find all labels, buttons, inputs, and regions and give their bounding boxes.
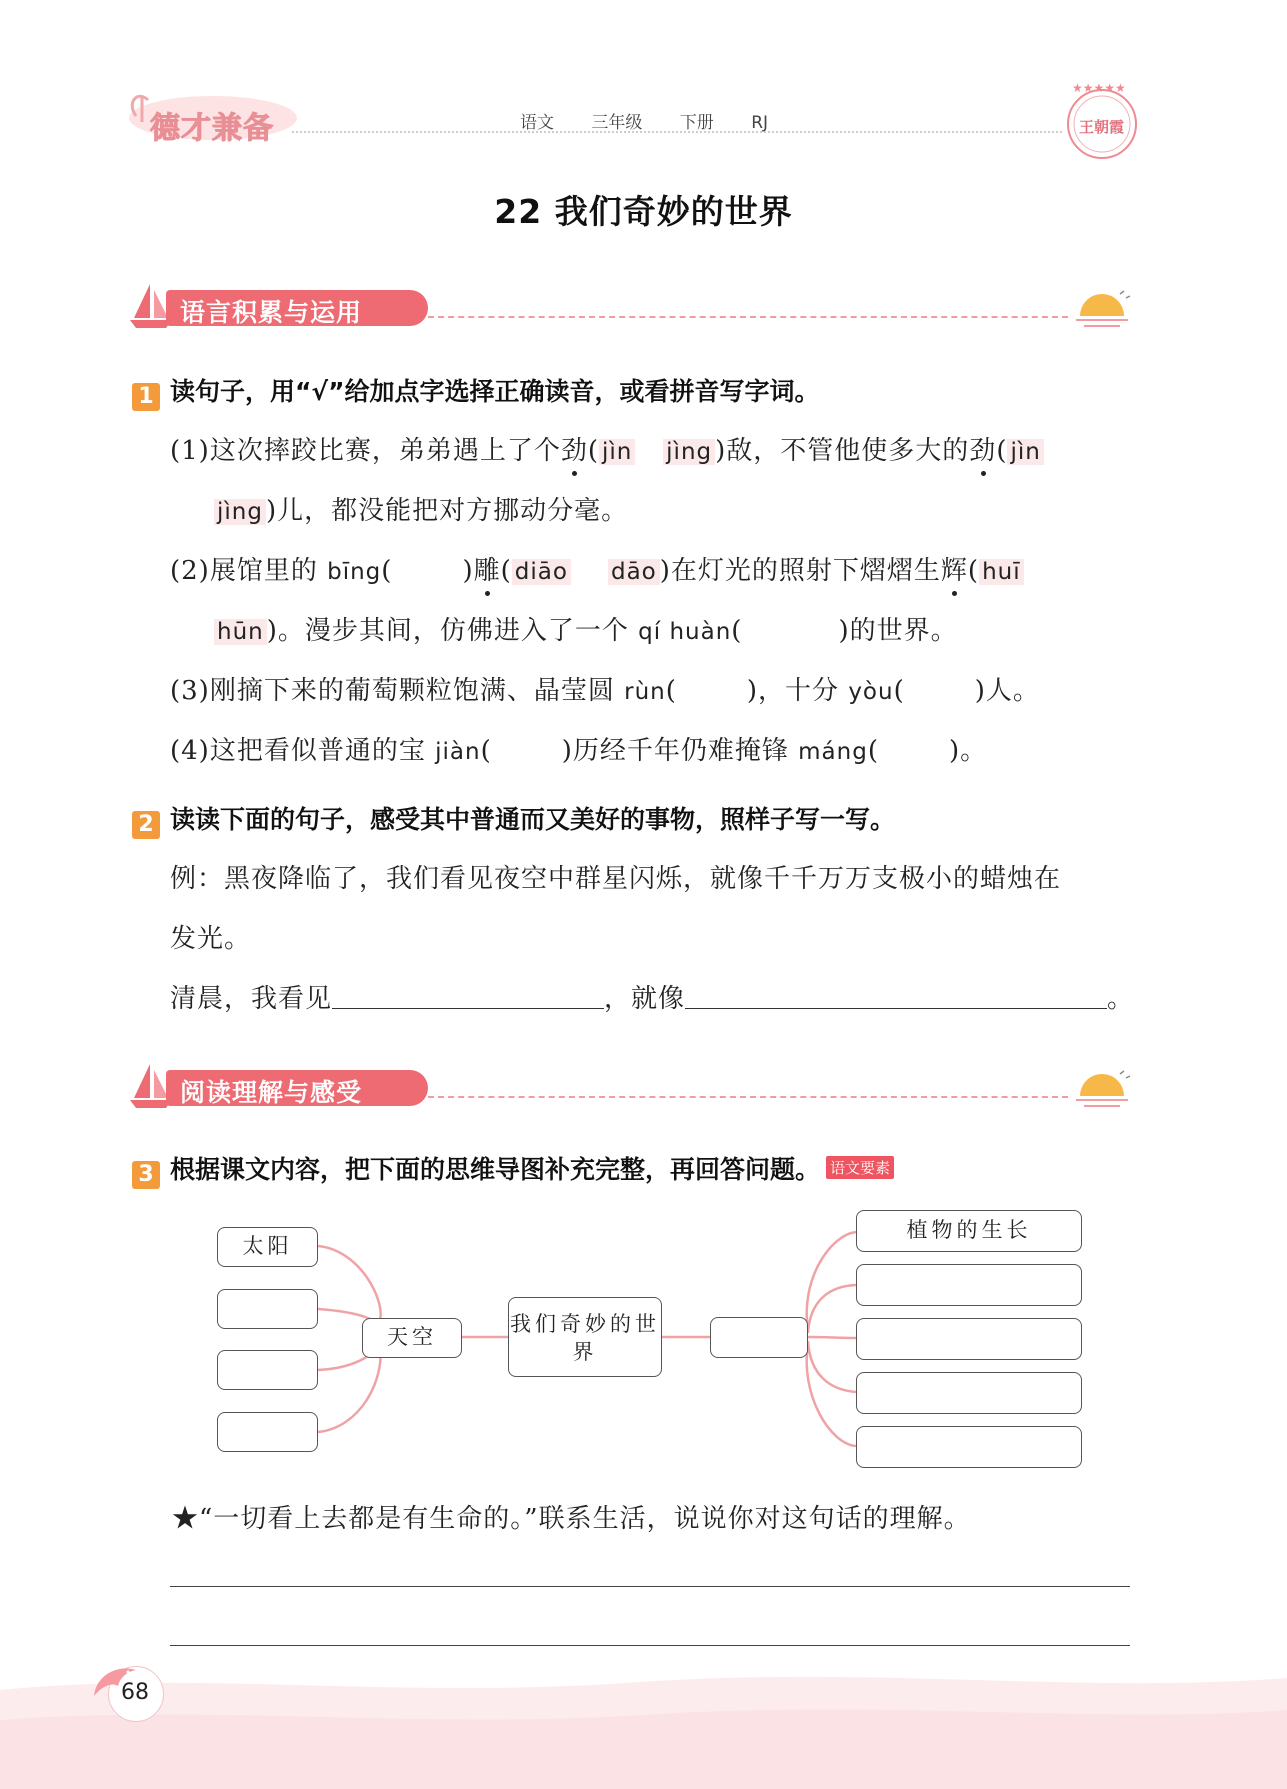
text-segment: (3)刚摘下来的葡萄颗粒饱满、晶莹圆 [170,676,615,706]
text-segment: )历经千年仍难掩锋 [561,736,789,766]
pinyin-word: bīng [327,559,382,585]
question-3-heading [132,1150,894,1189]
text-segment: )在灯光的照射下熠熠生 [659,556,941,586]
section-dash-line [428,1096,1068,1098]
header-edition: RJ [751,113,769,133]
pinyin-option[interactable]: jìn [599,439,635,465]
q1-sentence-1 [170,430,1044,467]
q2-fill-line [170,978,1134,1015]
text-segment: )人。 [974,676,1040,706]
section-title: 阅读理解与感受 [180,1078,363,1107]
section-title: 语言积累与运用 [180,298,363,327]
answer-underline[interactable] [332,987,604,1009]
section-header-reading [128,1064,1128,1110]
dotted-char: 劲 [969,436,997,466]
text-segment: )的世界。 [838,616,958,646]
q1-sentence-1-cont [214,490,628,527]
svg-text:★★★★★: ★★★★★ [1072,81,1126,95]
mindmap-branch-sky: 天空 [362,1318,462,1358]
text-segment: ( [587,436,600,466]
text-segment: 。 [1107,984,1135,1014]
q2-example-line-2: 发光。 [170,924,252,954]
mindmap-leaf-left-1: 太阳 [217,1227,318,1267]
pinyin-option[interactable]: jìng [214,499,266,525]
text-segment: )。 [948,736,988,766]
page-number: 68 [121,1680,149,1705]
key-element-tag: 语文要素 [826,1156,894,1179]
mindmap-blank-left-3[interactable] [217,1350,318,1390]
header-grade: 三年级 [591,113,643,133]
dotted-char: 辉 [940,556,968,586]
mindmap-blank-right-5[interactable] [856,1426,1082,1468]
header-subject: 语文 [520,113,554,133]
q1-sentence-3: (3)刚摘下来的葡萄颗粒饱满、晶莹圆 rùn( )，十分 yòu( )人。 [170,676,1040,706]
pinyin-word: máng [798,739,868,765]
pinyin-word: yòu [848,679,894,705]
sunset-icon [1072,286,1134,332]
answer-line-1[interactable] [170,1586,1130,1587]
text-segment: (2)展馆里的 [170,556,318,586]
pinyin-word: rùn [624,679,666,705]
mindmap-blank-right-2[interactable] [856,1264,1082,1306]
pinyin-option[interactable]: diāo [512,559,571,585]
q1-sentence-2: (2)展馆里的 bīng( )雕( diāo dāo )在灯光的照射下熠熠生辉( huī [170,550,1024,587]
question-2-prompt: 读读下面的句子，感受其中普通而又美好的事物，照样子写一写。 [170,805,896,834]
text-segment: )儿，都没能把对方挪动分毫。 [265,496,629,526]
section-dash-line [428,316,1068,318]
question-number-badge: 3 [132,1161,160,1189]
text-segment: (1)这次摔跤比赛，弟弟遇上了个 [170,436,561,466]
pinyin-word: qí huàn [638,619,732,645]
logo-text: 德才兼备 [150,111,274,146]
seal-text: 王朝霞 [1079,118,1125,136]
text-segment: )。漫步其间，仿佛进入了一个 [266,616,629,646]
text-segment: ，就像 [604,984,686,1014]
section-header-language [128,284,1128,330]
sunset-icon [1072,1066,1134,1112]
q1-sentence-2-cont: hūn )。漫步其间，仿佛进入了一个 qí huàn( )的世界。 [214,610,958,647]
text-segment: )敌，不管他使多大的 [715,436,970,466]
text-segment: ( [996,436,1008,466]
question-number-badge: 2 [132,811,160,839]
mindmap-blank-left-2[interactable] [217,1289,318,1329]
pinyin-option[interactable]: jìng [663,439,715,465]
answer-line-2[interactable] [170,1645,1130,1646]
question-number-badge: 1 [132,383,160,411]
question-1-prompt: 读句子，用“√”给加点字选择正确读音，或看拼音写字词。 [170,377,820,406]
text-segment: (4)这把看似普通的宝 [170,736,426,766]
pinyin-option[interactable]: hūn [214,619,267,645]
text-segment: ) [462,556,474,586]
mindmap-blank-right-3[interactable] [856,1318,1082,1360]
header-volume: 下册 [679,113,714,133]
star-question: ★“一切看上去都是有生命的。”联系生活，说说你对这句话的理解。 [172,1504,971,1534]
question-3-prompt: 根据课文内容，把下面的思维导图补充完整，再回答问题。 [170,1155,821,1184]
question-2-heading [132,800,895,839]
pinyin-word: jiàn [435,739,481,765]
mindmap-blank-right-branch[interactable] [710,1317,808,1358]
q1-sentence-4: (4)这把看似普通的宝 jiàn( )历经千年仍难掩锋 máng( )。 [170,736,988,766]
mindmap-blank-right-4[interactable] [856,1372,1082,1414]
pinyin-option[interactable]: huī [979,559,1024,585]
pinyin-option[interactable]: jìn [1007,439,1043,465]
pinyin-option[interactable]: dāo [608,559,660,585]
mindmap-blank-left-4[interactable] [217,1412,318,1452]
mindmap-center-node: 我们奇妙的世界 [508,1297,662,1377]
q2-example-line-1: 例：黑夜降临了，我们看见夜空中群星闪烁，就像千千万万支极小的蜡烛在 [170,864,1062,894]
question-1-heading [132,372,820,411]
answer-underline[interactable] [685,987,1107,1009]
page-title: 22 我们奇妙的世界 [494,192,793,231]
mindmap-leaf-right-1: 植物的生长 [856,1210,1082,1252]
footer-wave-decoration [0,1660,1287,1789]
header-info [520,108,786,133]
text-segment: 清晨，我看见 [170,984,333,1014]
dotted-char: 雕 [473,556,501,586]
dotted-char: 劲 [560,436,588,466]
text-segment: )，十分 [746,676,840,706]
